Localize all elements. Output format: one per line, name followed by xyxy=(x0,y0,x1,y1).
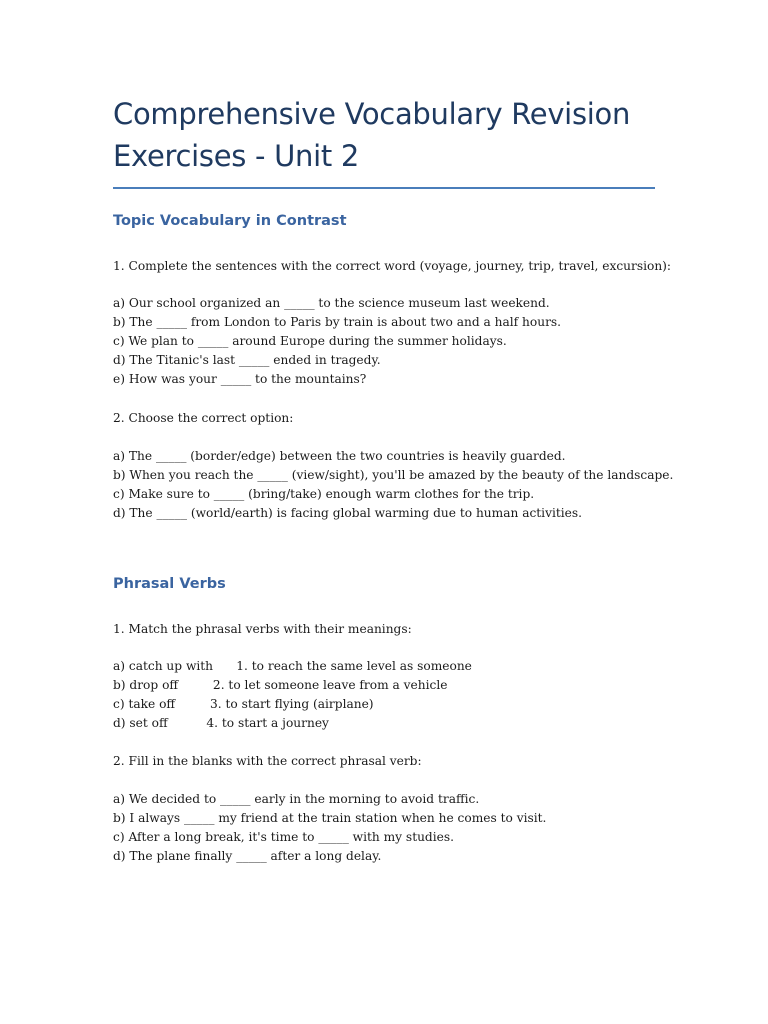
section-heading-phrasal-verbs: Phrasal Verbs xyxy=(113,576,226,592)
list-item: e) How was your _____ to the mountains? xyxy=(113,372,367,386)
exercise-list xyxy=(113,447,673,523)
list-item: c) take off 3. to start flying (airplane) xyxy=(113,697,374,711)
list-item: d) The Titanic's last _____ ended in tragedy. xyxy=(113,353,381,367)
matching-list xyxy=(113,657,472,733)
exercise-list xyxy=(113,294,561,389)
list-item: d) The _____ (world/earth) is facing global warming due to human activities. xyxy=(113,506,583,520)
exercise-list xyxy=(113,790,546,866)
list-item: d) The plane finally _____ after a long delay. xyxy=(113,849,382,863)
list-item: b) The _____ from London to Paris by train is about two and a half hours. xyxy=(113,315,562,329)
section-heading-topic-vocabulary: Topic Vocabulary in Contrast xyxy=(113,213,347,229)
exercise-instruction: 2. Fill in the blanks with the correct phrasal verb: xyxy=(113,754,422,768)
exercise-instruction: 1. Complete the sentences with the correct word (voyage, journey, trip, travel, excursion): xyxy=(113,259,672,273)
title-line-2: Exercises - Unit 2 xyxy=(113,139,359,173)
list-item: a) We decided to _____ early in the morning to avoid traffic. xyxy=(113,792,480,806)
list-item: a) Our school organized an _____ to the science museum last weekend. xyxy=(113,296,550,310)
list-item: c) Make sure to _____ (bring/take) enough warm clothes for the trip. xyxy=(113,487,535,501)
section-container xyxy=(113,0,673,1024)
list-item: b) I always _____ my friend at the train station when he comes to visit. xyxy=(113,811,547,825)
list-item: b) When you reach the _____ (view/sight), you'll be amazed by the beauty of the landscape. xyxy=(113,468,674,482)
list-item: b) drop off 2. to let someone leave from a vehicle xyxy=(113,678,448,692)
list-item: d) set off 4. to start a journey xyxy=(113,716,329,730)
list-item: a) The _____ (border/edge) between the two countries is heavily guarded. xyxy=(113,449,566,463)
list-item: c) After a long break, it's time to _____ with my studies. xyxy=(113,830,454,844)
title-line-1: Comprehensive Vocabulary Revision xyxy=(113,97,631,131)
exercise-instruction: 2. Choose the correct option: xyxy=(113,411,294,425)
list-item: a) catch up with 1. to reach the same level as someone xyxy=(113,659,472,673)
exercise-instruction: 1. Match the phrasal verbs with their meanings: xyxy=(113,622,412,636)
list-item: c) We plan to _____ around Europe during the summer holidays. xyxy=(113,334,507,348)
